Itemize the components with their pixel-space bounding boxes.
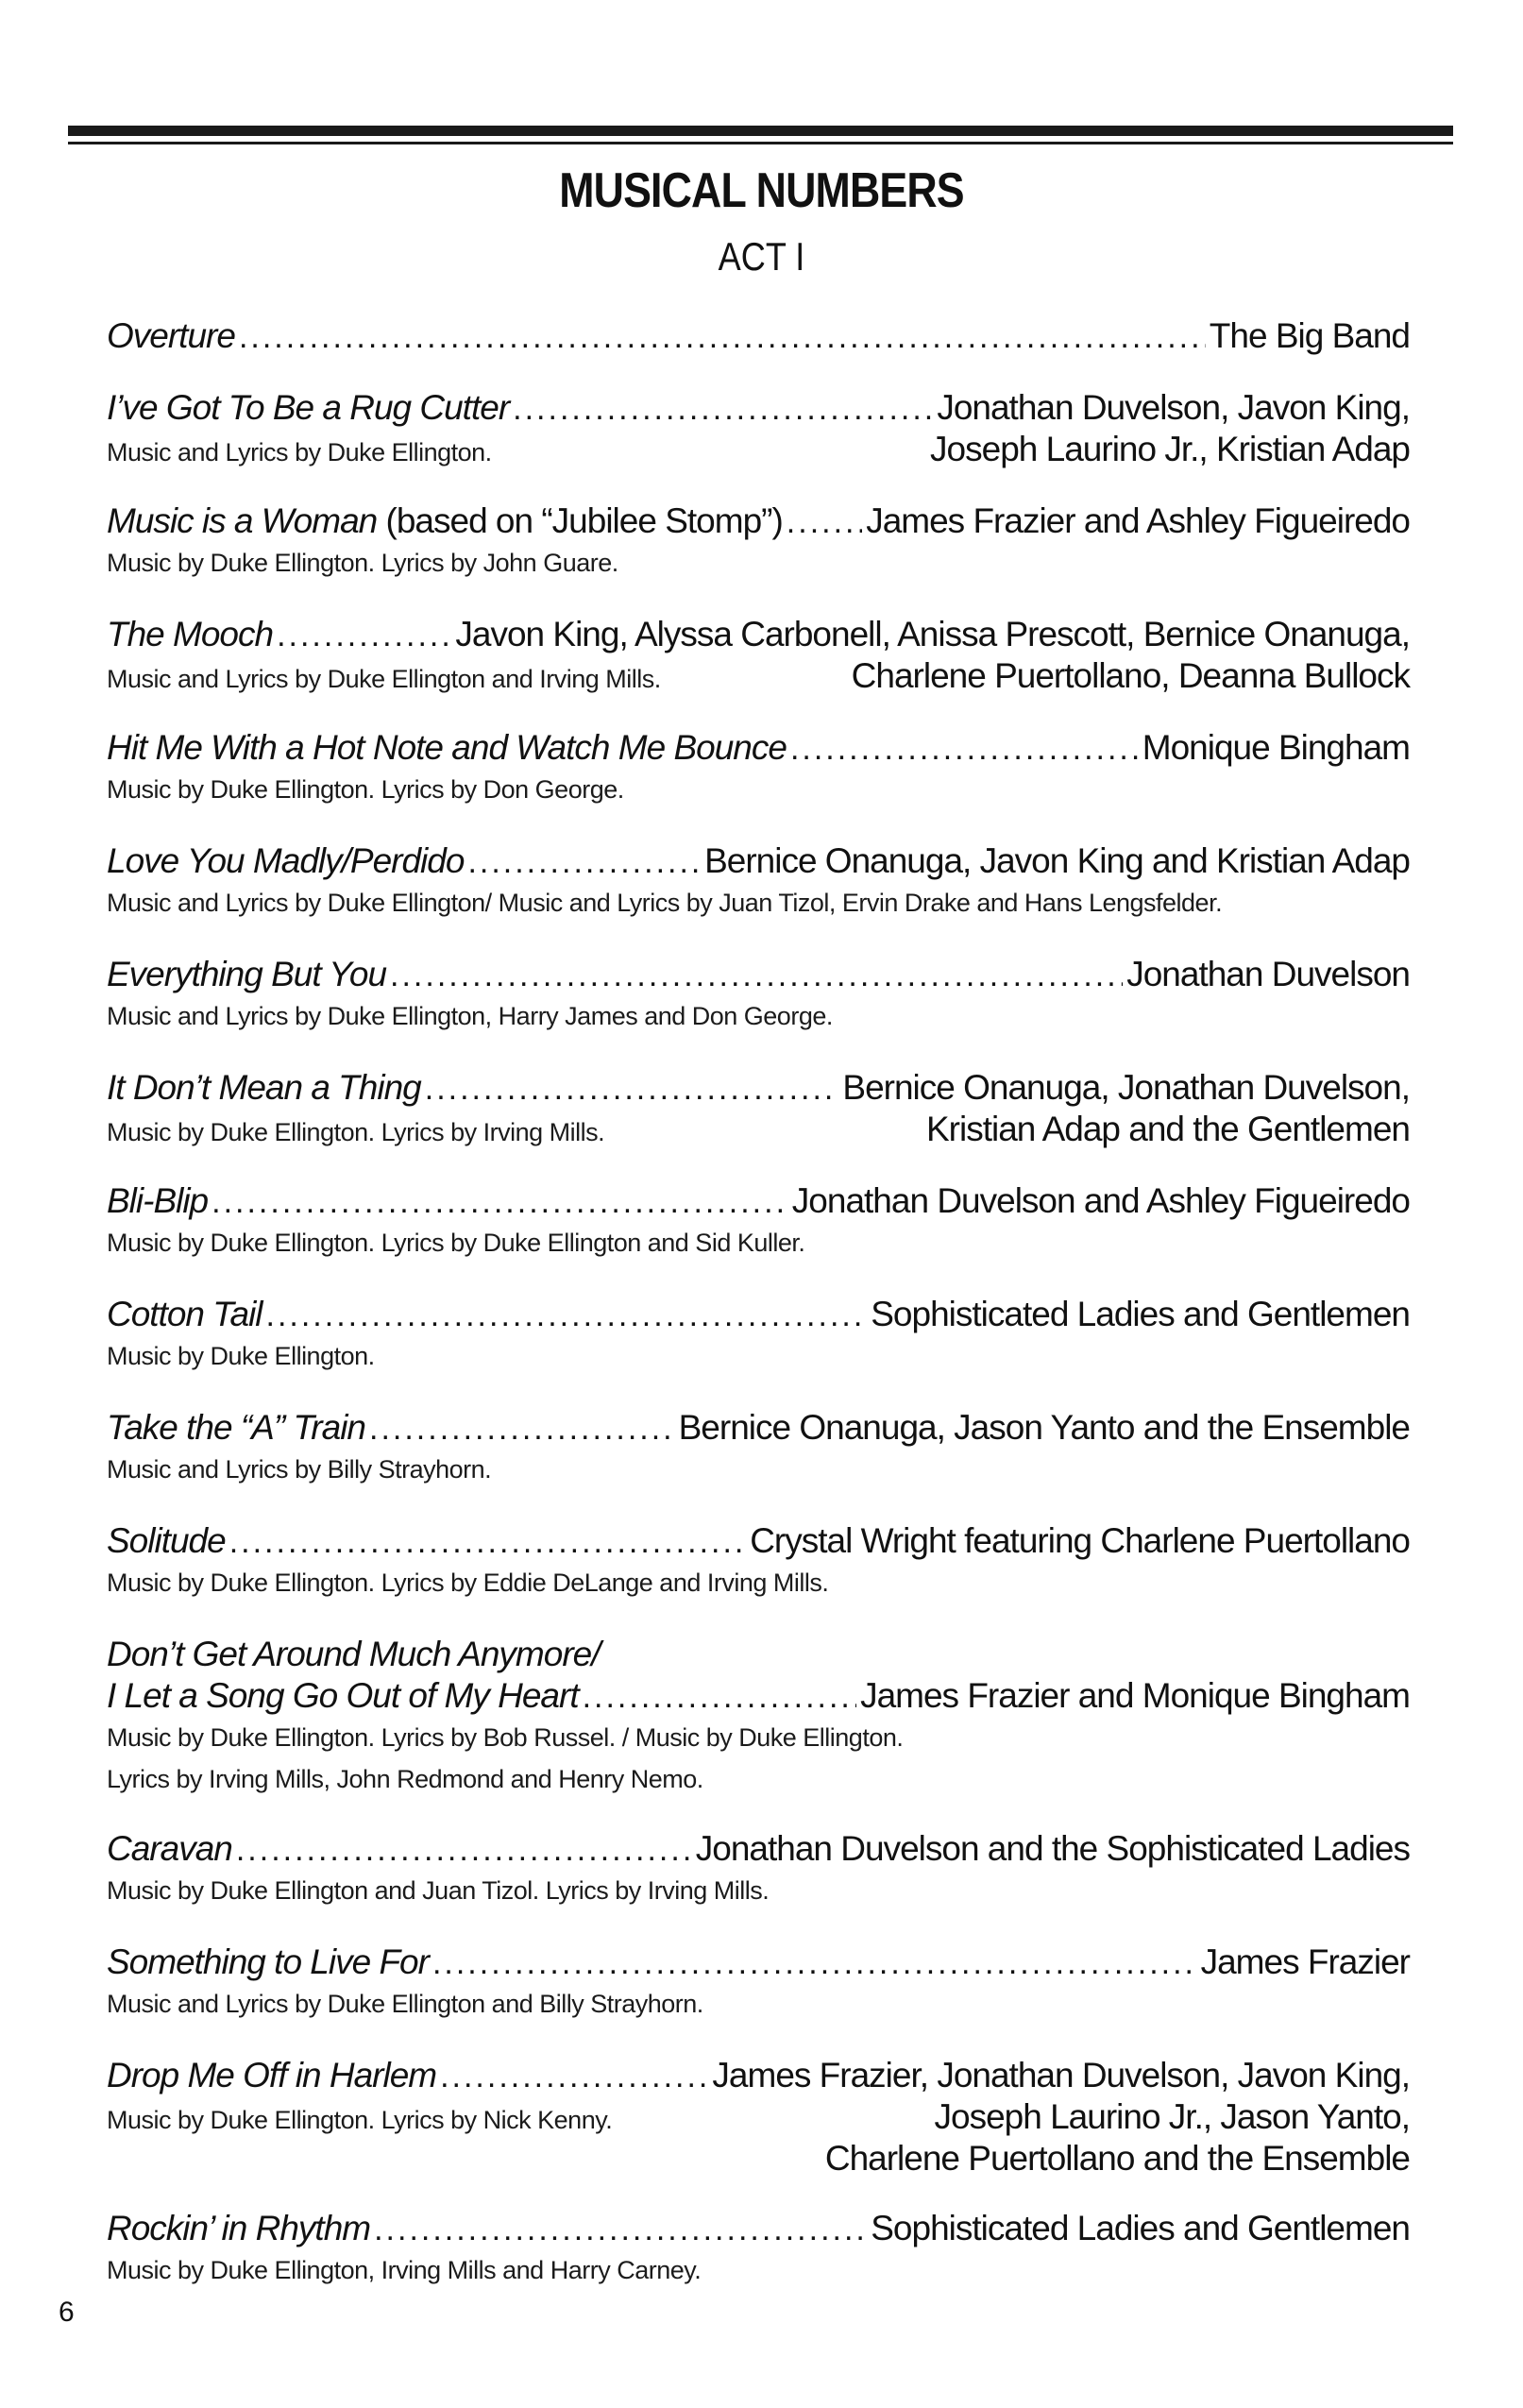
performers: James Frazier, Jonathan Duvelson, Javon King, [712,2056,1410,2094]
song-title-text: Drop Me Off in Harlem [107,2056,437,2094]
song-row [107,1828,1410,1870]
performers: Sophisticated Ladies and Gentlemen [871,1295,1410,1333]
song-title-text: Cotton Tail [107,1295,262,1333]
musical-number-item [107,840,1410,924]
performers: The Big Band [1209,316,1410,355]
act-heading: ACT I [718,234,805,279]
song-row [107,387,1410,429]
dot-leader [212,1181,788,1223]
song-title [107,1942,429,1983]
credits-line: Music by Duke Ellington. [107,1342,375,1370]
credits-line: Music by Duke Ellington. Lyrics by Eddie DeLange and Irving Mills. [107,1569,829,1597]
song-title [107,315,235,357]
song-title-text: I’ve Got To Be a Rug Cutter [107,388,510,427]
credits-line: Music by Duke Ellington. Lyrics by Nick Kenny. [107,2106,613,2134]
song-row [107,1520,1410,1562]
musical-number-item [107,1634,1410,1800]
song-row [107,1407,1410,1449]
performers: Jonathan Duvelson, Javon King, [937,388,1410,427]
performers: James Frazier and Ashley Figueiredo [866,501,1410,540]
performers: Jonathan Duvelson and Ashley Figueiredo [791,1181,1410,1220]
song-title-text: The Mooch [107,615,274,653]
dot-leader [390,955,1123,996]
musical-number-item [107,2055,1410,2179]
song-title [107,1675,579,1717]
performers-continued: Charlene Puertollano, Deanna Bullock [851,656,1410,695]
song-title-note: (based on “Jubilee Stomp”) [377,501,783,540]
header-rule-thick [68,126,1453,136]
song-title [107,840,464,882]
song-row [107,614,1410,655]
performers: Sophisticated Ladies and Gentlemen [871,2209,1410,2247]
dot-leader [425,1068,839,1110]
song-row [107,840,1410,882]
musical-number-item [107,727,1410,810]
song-title-text: Solitude [107,1521,226,1560]
dot-leader [583,1676,856,1718]
song-row [107,2055,1410,2096]
musical-number-item [107,1067,1410,1150]
song-title-text: I Let a Song Go Out of My Heart [107,1676,579,1715]
song-row [107,1180,1410,1222]
song-row [107,315,1410,357]
dot-leader [790,728,1139,770]
dot-leader [236,1829,692,1871]
performers: Bernice Onanuga, Javon King and Kristian Adap [704,841,1410,880]
credits-line: Music by Duke Ellington. Lyrics by Don George. [107,775,624,804]
performers: Jonathan Duvelson and the Sophisticated Ladies [695,1829,1410,1868]
song-title-line: Don’t Get Around Much Anymore/ [107,1635,601,1673]
song-title-text: Bli-Blip [107,1181,209,1220]
performers: James Frazier [1200,1942,1410,1981]
song-row [107,727,1410,769]
performers: James Frazier and Monique Bingham [860,1676,1410,1715]
performers: Bernice Onanuga, Jason Yanto and the Ensemble [678,1408,1410,1447]
header-rule-thin [68,142,1453,144]
credits-line: Music and Lyrics by Billy Strayhorn. [107,1455,492,1484]
performers-continued: Charlene Puertollano and the Ensemble [824,2139,1410,2178]
song-row [107,954,1410,995]
song-title [107,1180,208,1222]
musical-number-item [107,315,1410,357]
performers-continued: Joseph Laurino Jr., Jason Yanto, [934,2097,1410,2136]
musical-number-item [107,1407,1410,1490]
credits-line: Music and Lyrics by Duke Ellington/ Music and Lyrics by Juan Tizol, Ervin Drake and Hans Lengsfelder. [107,889,1223,917]
performers: Monique Bingham [1142,728,1410,767]
dot-leader [369,1408,675,1450]
performers: Crystal Wright featuring Charlene Puertollano [750,1521,1410,1560]
song-title [107,500,783,542]
dot-leader [440,2056,708,2097]
musical-number-item [107,2208,1410,2291]
song-title-text: Rockin’ in Rhythm [107,2209,371,2247]
credits-line: Music by Duke Ellington and Juan Tizol. Lyrics by Irving Mills. [107,1876,770,1905]
performers-continued: Kristian Adap and the Gentlemen [925,1110,1410,1148]
song-title [107,1067,421,1109]
performers: Jonathan Duvelson [1126,955,1410,993]
dot-leader [513,388,933,430]
credits-line: Music and Lyrics by Duke Ellington. [107,438,492,466]
song-title-text: Take the “A” Train [107,1408,366,1447]
dot-leader [787,501,862,543]
song-title-text: Love You Madly/Perdido [107,841,465,880]
dot-leader [229,1521,746,1563]
musical-number-item [107,614,1410,697]
credits-line: Music by Duke Ellington. Lyrics by Duke Ellington and Sid Kuller. [107,1229,805,1257]
song-title [107,727,787,769]
song-title [107,2208,370,2249]
song-row [107,1294,1410,1335]
musical-number-item [107,954,1410,1037]
musical-number-item [107,1180,1410,1263]
song-title [107,954,386,995]
song-title-text: Overture [107,316,235,355]
song-title-text: Caravan [107,1829,232,1868]
performers: Javon King, Alyssa Carbonell, Anissa Prescott, Bernice Onanuga, [455,615,1410,653]
credits-line: Music by Duke Ellington. Lyrics by John Guare. [107,549,618,577]
song-title-text: It Don’t Mean a Thing [107,1068,421,1107]
song-title [107,387,509,429]
musical-numbers-list [107,285,1410,2291]
musical-number-item [107,1294,1410,1377]
credits-line: Music and Lyrics by Duke Ellington, Harry James and Don George. [107,1002,833,1030]
musical-number-item [107,1942,1410,2025]
song-row [107,2208,1410,2249]
credits-line: Music and Lyrics by Duke Ellington and Irving Mills. [107,665,661,693]
credits-line: Music by Duke Ellington. Lyrics by Bob Russel. / Music by Duke Ellington. [107,1723,904,1752]
credits-line: Music and Lyrics by Duke Ellington and Billy Strayhorn. [107,1990,703,2018]
song-title-text: Something to Live For [107,1942,429,1981]
credits-line: Music by Duke Ellington, Irving Mills and Harry Carney. [107,2256,702,2284]
musical-number-item [107,387,1410,470]
performers-continued: Joseph Laurino Jr., Kristian Adap [930,430,1410,468]
song-title [107,1520,226,1562]
musical-number-item [107,500,1410,584]
song-title [107,2055,436,2096]
dot-leader [432,1942,1197,1984]
song-title [107,614,273,655]
song-row [107,1067,1410,1109]
song-row [107,1942,1410,1983]
performers: Bernice Onanuga, Jonathan Duvelson, [842,1068,1410,1107]
song-title-text: Hit Me With a Hot Note and Watch Me Bounce [107,728,787,767]
song-title-text: Music is a Woman [107,501,378,540]
credits-line: Music by Duke Ellington. Lyrics by Irving Mills. [107,1118,605,1146]
musical-number-item [107,1520,1410,1603]
song-row [107,500,1410,542]
page-number: 6 [59,2297,75,2328]
song-title [107,1294,262,1335]
dot-leader [374,2209,867,2250]
dot-leader [266,1295,868,1336]
song-title [107,1828,232,1870]
song-row [107,1675,1410,1717]
song-title-text: Everything But You [107,955,387,993]
musical-number-item [107,1828,1410,1911]
credits-line: Lyrics by Irving Mills, John Redmond and Henry Nemo. [107,1765,703,1793]
song-title [107,1407,365,1449]
dot-leader [277,615,451,656]
dot-leader [239,316,1206,358]
dot-leader [467,841,701,883]
page-title: MUSICAL NUMBERS [559,163,964,218]
